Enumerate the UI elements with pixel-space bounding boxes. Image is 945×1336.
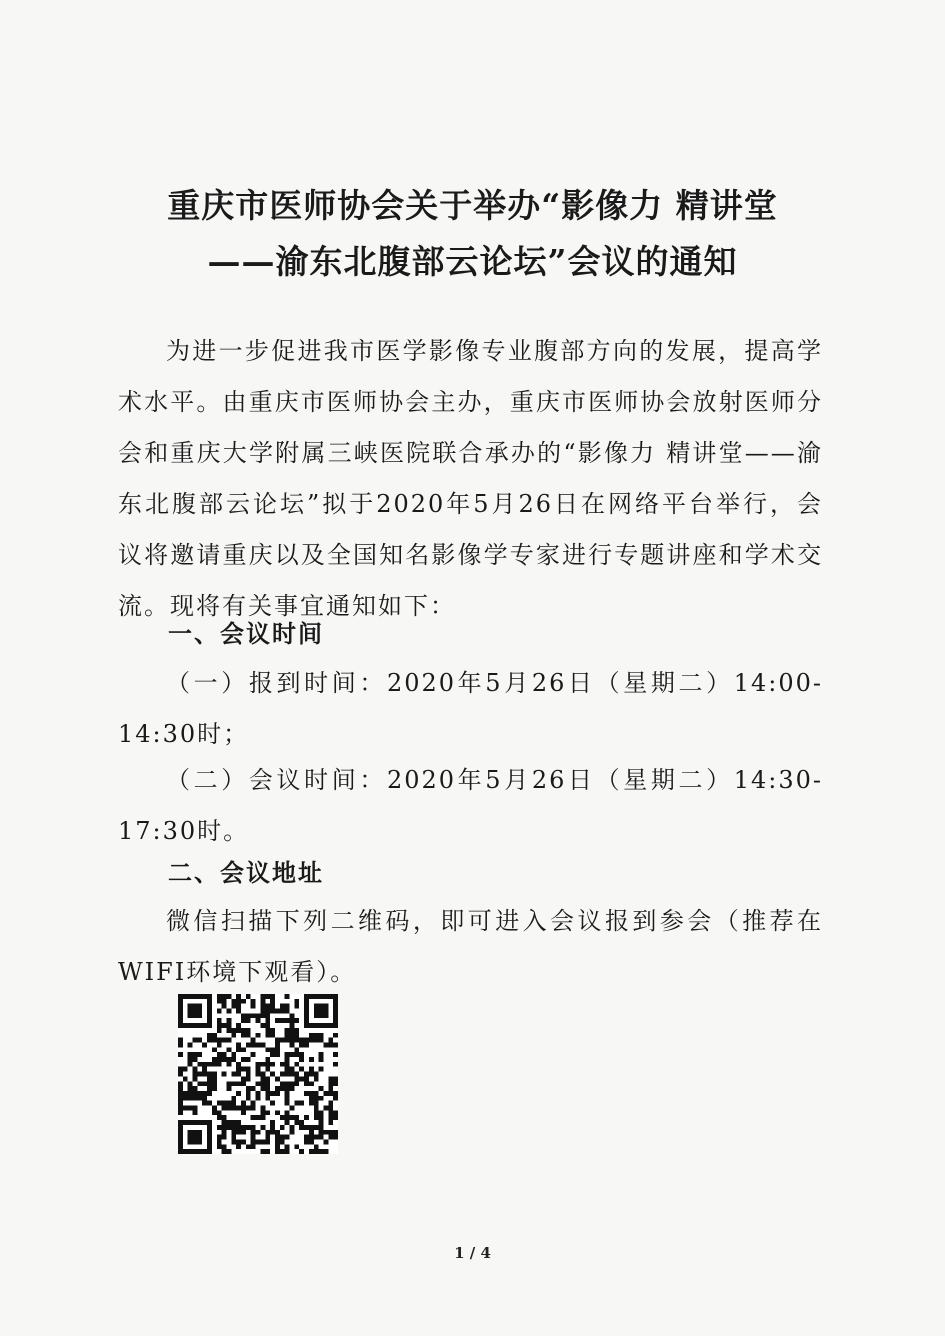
title-line-2: ——渝东北腹部云论坛”会议的通知	[207, 242, 738, 281]
intro-paragraph: 为进一步促进我市医学影像专业腹部方向的发展，提高学术水平。由重庆市医师协会主办，重庆市医师协会放射医师分会和重庆大学附属三峡医院联合承办的“影像力 精讲堂——渝东北腹部云论坛”拟于2020年5月26日在网络平台举行，会议将邀请重庆以及全国知名影像学专家进行专题讲座和学术交流。现将有关事宜通知如下：	[118, 337, 823, 620]
document-title	[0, 178, 945, 290]
registration-time: （一）报到时间：2020年5月26日（星期二）14:00-14:30时；	[118, 669, 823, 748]
title-line-1: 重庆市医师协会关于举办“影像力 精讲堂	[167, 186, 778, 225]
qr-code-icon[interactable]	[178, 994, 338, 1154]
qr-instructions: 微信扫描下列二维码，即可进入会议报到参会（推荐在WIFI环境下观看）。	[118, 907, 823, 986]
meeting-time: （二）会议时间：2020年5月26日（星期二）14:30-17:30时。	[118, 766, 823, 845]
section-2-heading: 二、会议地址	[168, 858, 324, 887]
section-1-heading: 一、会议时间	[168, 619, 324, 648]
page-number: 1 / 4	[454, 1244, 491, 1262]
